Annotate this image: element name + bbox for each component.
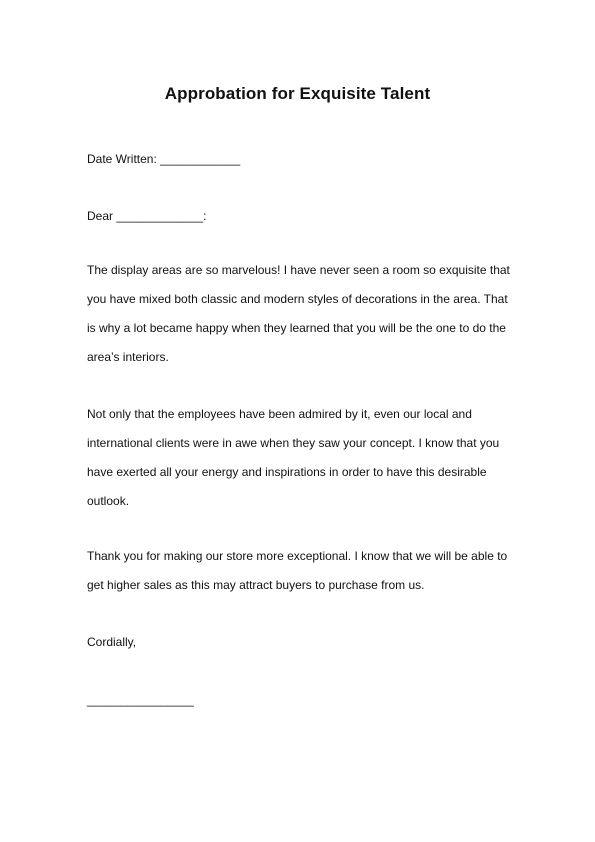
- paragraph-line: outlook.: [87, 494, 130, 508]
- paragraph-3: [87, 549, 507, 607]
- closing: Cordially,: [87, 635, 137, 649]
- paragraph-line: have exerted all your energy and inspirations in order to have this desirable: [87, 465, 487, 479]
- salutation: Dear _____________:: [87, 209, 207, 223]
- paragraph-2: [87, 407, 499, 523]
- page-title: Approbation for Exquisite Talent: [164, 84, 431, 103]
- date-written-line: Date Written: ____________: [87, 152, 241, 166]
- paragraph-line: international clients were in awe when they saw your concept. I know that you: [87, 436, 500, 450]
- paragraph-line: Not only that the employees have been admired by it, even our local and: [87, 407, 472, 421]
- paragraph-line: is why a lot became happy when they learned that you will be the one to do the: [87, 321, 506, 335]
- paragraph-line: Thank you for making our store more exceptional. I know that we will be able to: [87, 549, 508, 563]
- signature-line: ________________: [87, 693, 194, 707]
- paragraph-line: you have mixed both classic and modern styles of decorations in the area. That: [87, 292, 508, 306]
- paragraph-line: area’s interiors.: [87, 350, 169, 364]
- paragraph-line: The display areas are so marvelous! I have never seen a room so exquisite that: [87, 263, 510, 277]
- paragraph-1: [87, 263, 510, 379]
- paragraph-line: get higher sales as this may attract buyers to purchase from us.: [87, 578, 425, 592]
